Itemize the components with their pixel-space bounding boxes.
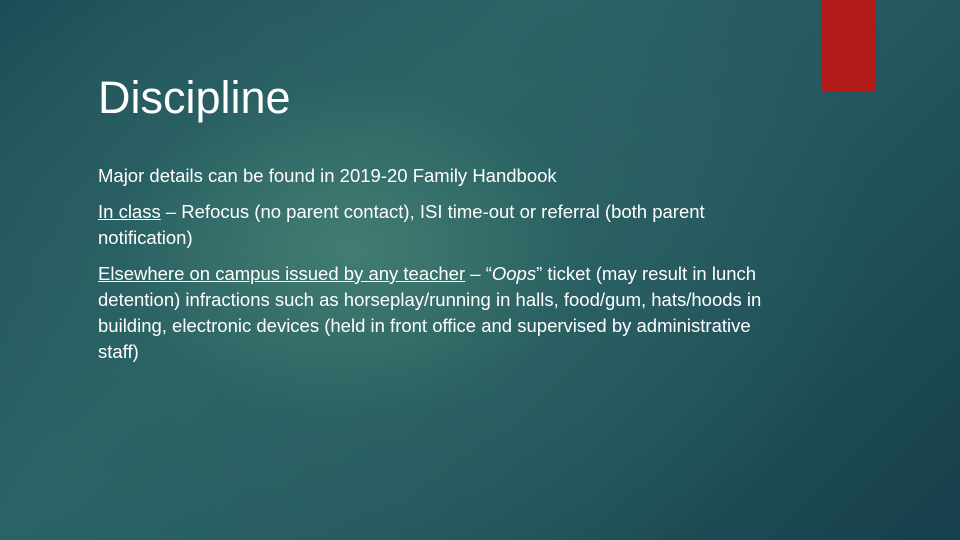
accent-bar xyxy=(821,0,876,91)
elsewhere-label: Elsewhere on campus issued by any teacher xyxy=(98,263,466,284)
paragraph-handbook xyxy=(98,163,763,189)
paragraph-in-class xyxy=(98,199,763,251)
slide-body xyxy=(98,163,763,375)
handbook-text: Major details can be found in 2019-20 Family Handbook xyxy=(98,165,557,186)
elsewhere-text: ” ticket (may result in lunch detention) infractions such as horseplay/running in halls, food/gum, hats/hoods in building, electronic devices (held in front office and supervised by administrative staff) xyxy=(98,263,762,362)
elsewhere-dash: – “ xyxy=(465,263,492,284)
in-class-label: In class xyxy=(98,201,161,222)
in-class-text: – Refocus (no parent contact), ISI time-out or referral (both parent notification) xyxy=(98,201,705,248)
oops-text: Oops xyxy=(491,263,537,284)
paragraph-elsewhere xyxy=(98,261,763,365)
slide-title: Discipline xyxy=(98,72,291,123)
